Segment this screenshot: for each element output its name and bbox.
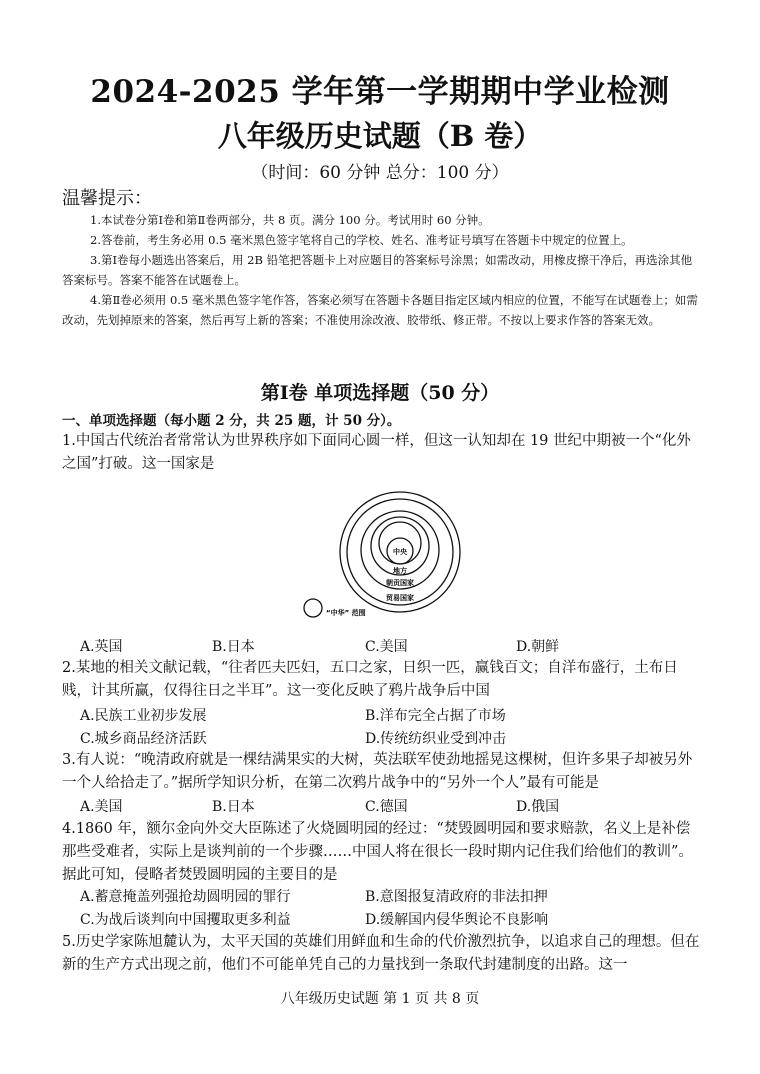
question-1-text: 1.中国古代统治者常常认为世界秩序如下面同心圆一样，但这一认知却在 19 世纪中期被一个“化外之国”打破。这一国家是 [62,433,691,472]
question-4-stem: 4.1860 年，额尔金向外交大臣陈述了火烧圆明园的经过：“焚毁圆明园和要求赔款，名义上是补偿那些受难者，实际上是谈判前的一个步骤……中国人将在很长一段时期内记住我们给他们的教训”。据此可知，侵略者焚毁圆明园的主要目的是 [62,821,693,883]
q1-option-a: A.英国 [80,639,123,655]
q4-option-d: D.缓解国内侵华舆论不良影响 [365,912,549,928]
exam-subtitle: 八年级历史试题（B 卷） [217,119,543,153]
section-title: 第Ⅰ卷 单项选择题（50 分） [260,382,500,404]
part-heading: 一、单项选择题（每小题 2 分，共 25 题，计 50 分）。 [62,413,401,429]
q2-option-c: C.城乡商品经济活跃 [80,731,207,747]
q3-option-b: B.日本 [212,799,255,815]
question-1-stem [62,430,704,476]
question-2-stem: 2.某地的相关文献记载，“往者匹夫匹妇，五口之家，日织一匹，赢钱百文；自洋布盛行，土布日贱，计其所赢，仅得往日之半耳”。这一变化反映了鸦片战争后中国 [62,660,678,699]
q1-option-c: C.美国 [365,639,408,655]
q4-option-c: C.为战后谈判向中国攫取更多利益 [80,912,291,928]
q3-option-a: A.美国 [80,799,123,815]
tip-item-3: 3.第Ⅰ卷每小题选出答案后，用 2B 铅笔把答题卡上对应题目的答案标号涂黑；如需改动，用橡皮擦干净后，再选涂其他答案标号。答案不能答在试题卷上。 [62,253,693,287]
label-tribute: 朝贡国家 [386,579,414,587]
q3-option-d: D.俄国 [516,799,560,815]
q1-option-d: D.朝鲜 [516,639,560,655]
q4-option-a: A.蓄意掩盖列强抢劫圆明园的罪行 [80,889,291,905]
q2-option-a: A.民族工业初步发展 [80,708,207,724]
concentric-circle-diagram [296,488,476,628]
tip-item-2: 2.答卷前，考生务必用 0.5 毫米黑色签字笔将自己的学校、姓名、准考证号填写在答题卡中规定的位置上。 [90,233,633,247]
label-local: 地方 [393,567,407,575]
exam-title: 2024-2025 学年第一学期期中学业检测 [90,74,670,110]
page-footer: 八年级历史试题 第 1 页 共 8 页 [280,991,480,1007]
tip-item-1: 1.本试卷分第Ⅰ卷和第Ⅱ卷两部分，共 8 页。满分 100 分。考试用时 60 分钟。 [90,213,490,227]
label-center: 中央 [393,548,407,556]
q3-option-c: C.德国 [365,799,408,815]
label-trade: 贸易国家 [386,594,414,602]
question-3-stem: 3.有人说：“晚清政府就是一棵结满果实的大树，英法联军使劲地摇晃这棵树，但许多果子却被另外一个人给拾走了。”据所学知识分析，在第二次鸦片战争中的“另外一个人”最有可能是 [62,752,693,791]
q4-option-b: B.意图报复清政府的非法扣押 [365,889,548,905]
tips-heading: 温馨提示： [62,188,152,209]
tip-item-4: 4.第Ⅱ卷必须用 0.5 毫米黑色签字笔作答，答案必须写在答题卡各题目指定区域内相应的位置，不能写在试题卷上；如需改动，先划掉原来的答案，然后再写上新的答案；不准使用涂改液、胶带纸、修正带。不按以上要求作答的答案无效。 [62,293,698,327]
time-info: （时间：60 分钟 总分：100 分） [251,163,509,183]
q2-option-b: B.洋布完全占据了市场 [365,708,506,724]
q2-option-d: D.传统纺织业受到冲击 [365,731,507,747]
legend-label: “中华” 范围 [326,609,366,617]
q1-option-b: B.日本 [212,639,255,655]
question-5-stem: 5.历史学家陈旭麓认为，太平天国的英雄们用鲜血和生命的代价激烈抗争，以追求自己的理想。但在新的生产方式出现之前，他们不可能单凭自己的力量找到一条取代封建制度的出路。这一 [62,934,700,973]
legend-circle [304,599,322,617]
ring-local [379,522,421,564]
